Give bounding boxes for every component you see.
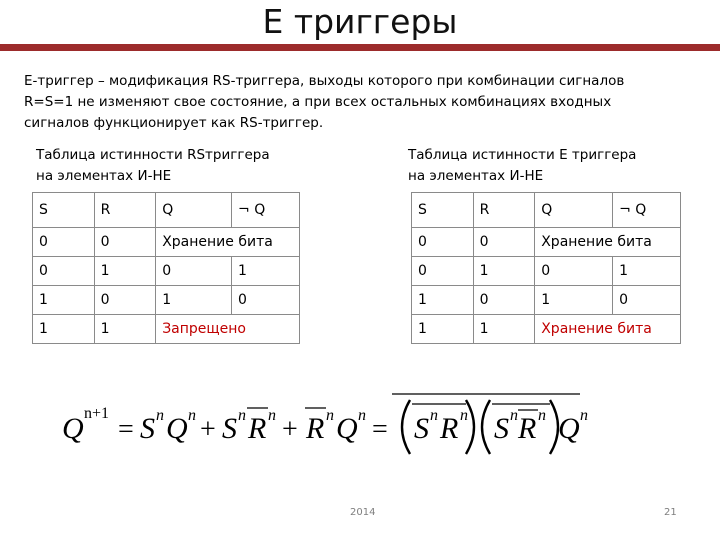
cell-not-q: 0 [232,286,300,315]
formula-plus: + [200,414,216,445]
e-truth-table [411,192,681,344]
cell-r: 0 [473,228,535,257]
cell-s: 1 [33,286,95,315]
formula-lhs: Q [62,412,84,445]
formula-s: S [414,412,429,445]
formula-r-bar: R [306,412,325,445]
formula-q: Q [558,412,580,445]
header-not-q: ¬ Q [613,193,681,228]
cell-q: 1 [156,286,232,315]
formula-sup: n [358,407,366,424]
header-not-q: ¬ Q [232,193,300,228]
table-row [33,257,300,286]
formula-sup: n [326,407,334,424]
formula-plus: + [282,414,298,445]
table-row [33,228,300,257]
cell-not-q: 0 [613,286,681,315]
next-state-formula [60,380,700,470]
e-table-caption [408,145,636,187]
formula-sup: n [188,407,196,424]
cell-q: 0 [535,257,613,286]
e-caption-line: на элементах И-НЕ [408,168,544,184]
formula-s: S [222,412,237,445]
formula-sup: n [460,407,468,424]
header-q: Q [156,193,232,228]
rs-caption-line: на элементах И-НЕ [36,168,172,184]
cell-s: 0 [33,228,95,257]
formula-sup: n [238,407,246,424]
cell-r: 0 [94,228,156,257]
intro-line: R=S=1 не изменяют свое состояние, а при всех остальных комбинациях входных [24,94,612,110]
rs-truth-table [32,192,300,344]
table-header-row [412,193,681,228]
rs-caption-line: Таблица истинности RSтриггера [36,147,270,163]
table-row [412,286,681,315]
formula-sup: n [156,407,164,424]
formula-sup: n [430,407,438,424]
formula-equals: = [372,414,388,445]
formula-equals: = [118,414,134,445]
cell-r: 0 [473,286,535,315]
table-row [33,286,300,315]
footer-year: 2014 [350,507,376,518]
title-underline [0,44,720,51]
formula-sup: n [510,407,518,424]
cell-s: 1 [33,315,95,344]
table-row [412,228,681,257]
header-s: S [412,193,474,228]
cell-r: 1 [473,257,535,286]
formula-q: Q [336,412,358,445]
cell-r: 1 [94,315,156,344]
intro-line: сигналов функционирует как RS-триггер. [24,115,324,131]
e-caption-line: Таблица истинности Е триггера [408,147,637,163]
formula-r-bar: R [248,412,267,445]
cell-not-q: 1 [232,257,300,286]
cell-s: 1 [412,315,474,344]
formula-r: R [440,412,459,445]
formula-sup: n [580,407,588,424]
header-q: Q [535,193,613,228]
header-r: R [94,193,156,228]
formula-lhs-sup: n+1 [84,405,110,422]
cell-r: 0 [94,286,156,315]
cell-r: 1 [94,257,156,286]
cell-state-hold: Хранение бита [535,315,681,344]
cell-r: 1 [473,315,535,344]
formula-q: Q [166,412,188,445]
formula-s: S [494,412,509,445]
intro-paragraph [24,71,704,134]
table-row [33,315,300,344]
page-number: 21 [664,507,677,518]
formula-sup: n [538,407,546,424]
cell-s: 0 [412,257,474,286]
cell-q: 1 [535,286,613,315]
formula-s: S [140,412,155,445]
cell-q: 0 [156,257,232,286]
cell-state-forbidden: Запрещено [156,315,300,344]
table-header-row [33,193,300,228]
cell-state: Хранение бита [535,228,681,257]
table-row [412,315,681,344]
formula-r-bar: R [518,412,537,445]
slide-title: E триггеры [262,2,458,41]
formula-sup: n [268,407,276,424]
rs-table-caption [36,145,270,187]
header-s: S [33,193,95,228]
cell-not-q: 1 [613,257,681,286]
cell-s: 0 [412,228,474,257]
cell-s: 1 [412,286,474,315]
cell-state: Хранение бита [156,228,300,257]
cell-s: 0 [33,257,95,286]
table-row [412,257,681,286]
header-r: R [473,193,535,228]
intro-line: Е-триггер – модификация RS-триггера, выходы которого при комбинации сигналов [24,73,625,89]
